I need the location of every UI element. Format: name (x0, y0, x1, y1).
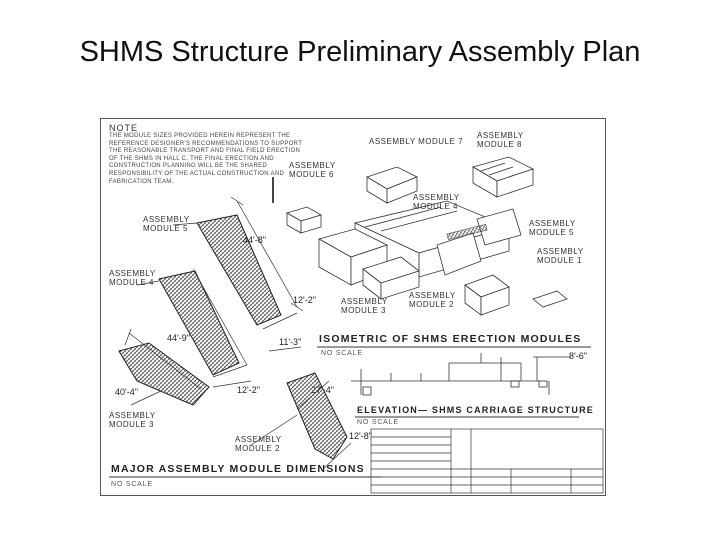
dimension-11-3: 11'-3" (279, 337, 302, 347)
drawing-note (109, 123, 309, 186)
elevation-drawing (351, 353, 571, 395)
label-module-3-iso: ASSEMBLY MODULE 3 (341, 297, 388, 315)
label-module-6: ASSEMBLY MODULE 6 (289, 161, 336, 179)
label-module-4-iso: ASSEMBLY MODULE 4 (413, 193, 460, 211)
label-module-2-iso: ASSEMBLY MODULE 2 (409, 291, 456, 309)
label-module-5-plan: ASSEMBLY MODULE 5 (143, 215, 190, 233)
note-text: THE MODULE SIZES PROVIDED HEREIN REPRESENT THE REFERENCE DESIGNER'S RECOMMENDATIONS TO SUPPORT THE REASONABLE TRANSPORT AND FINAL FIELD ERECTION OF THE SHMS IN HALL C. THE FINAL ERECTION AND CONSTRUCTION PLANNING WILL BE THE SHARED RESPONSIBILITY OF THE ACTUAL CONSTRUCTION AND FABRICATION TEAM. (109, 133, 303, 185)
label-module-5-iso: ASSEMBLY MODULE 5 (529, 219, 576, 237)
engineering-drawing (100, 118, 606, 496)
dimension-44-9: 44'-9" (167, 333, 190, 343)
label-module-8: ASSEMBLY MODULE 8 (477, 131, 524, 149)
dimension-44-8: 44'-8" (243, 235, 266, 245)
label-module-1: ASSEMBLY MODULE 1 (537, 247, 584, 265)
dimension-12-2-a: 12'-2" (293, 295, 316, 305)
slide-title: SHMS Structure Preliminary Assembly Plan (79, 36, 641, 68)
dimension-27-4: 27'-4" (311, 385, 334, 395)
elevation-title: ELEVATION— SHMS CARRIAGE STRUCTURE (357, 405, 594, 415)
dimension-12-8: 12'-8" (349, 431, 372, 441)
dimension-8-6: 8'-6" (569, 351, 587, 361)
label-module-4-plan: ASSEMBLY MODULE 4 (109, 269, 156, 287)
dimension-12-2-b: 12'-2" (237, 385, 260, 395)
label-module-3-plan: ASSEMBLY MODULE 3 (109, 411, 156, 429)
dimension-40-4: 40'-4" (115, 387, 138, 397)
title-block (371, 429, 603, 493)
major-dimensions-title: MAJOR ASSEMBLY MODULE DIMENSIONS (111, 463, 365, 475)
isometric-no-scale: NO SCALE (321, 350, 363, 357)
major-no-scale: NO SCALE (111, 481, 153, 488)
note-heading: NOTE (109, 123, 139, 133)
elevation-no-scale: NO SCALE (357, 419, 399, 426)
label-module-7 (369, 137, 463, 146)
label-module-2-plan: ASSEMBLY MODULE 2 (235, 435, 282, 453)
isometric-title: ISOMETRIC OF SHMS ERECTION MODULES (319, 333, 582, 345)
label-module-7-text: ASSEMBLY MODULE 7 (369, 137, 464, 146)
